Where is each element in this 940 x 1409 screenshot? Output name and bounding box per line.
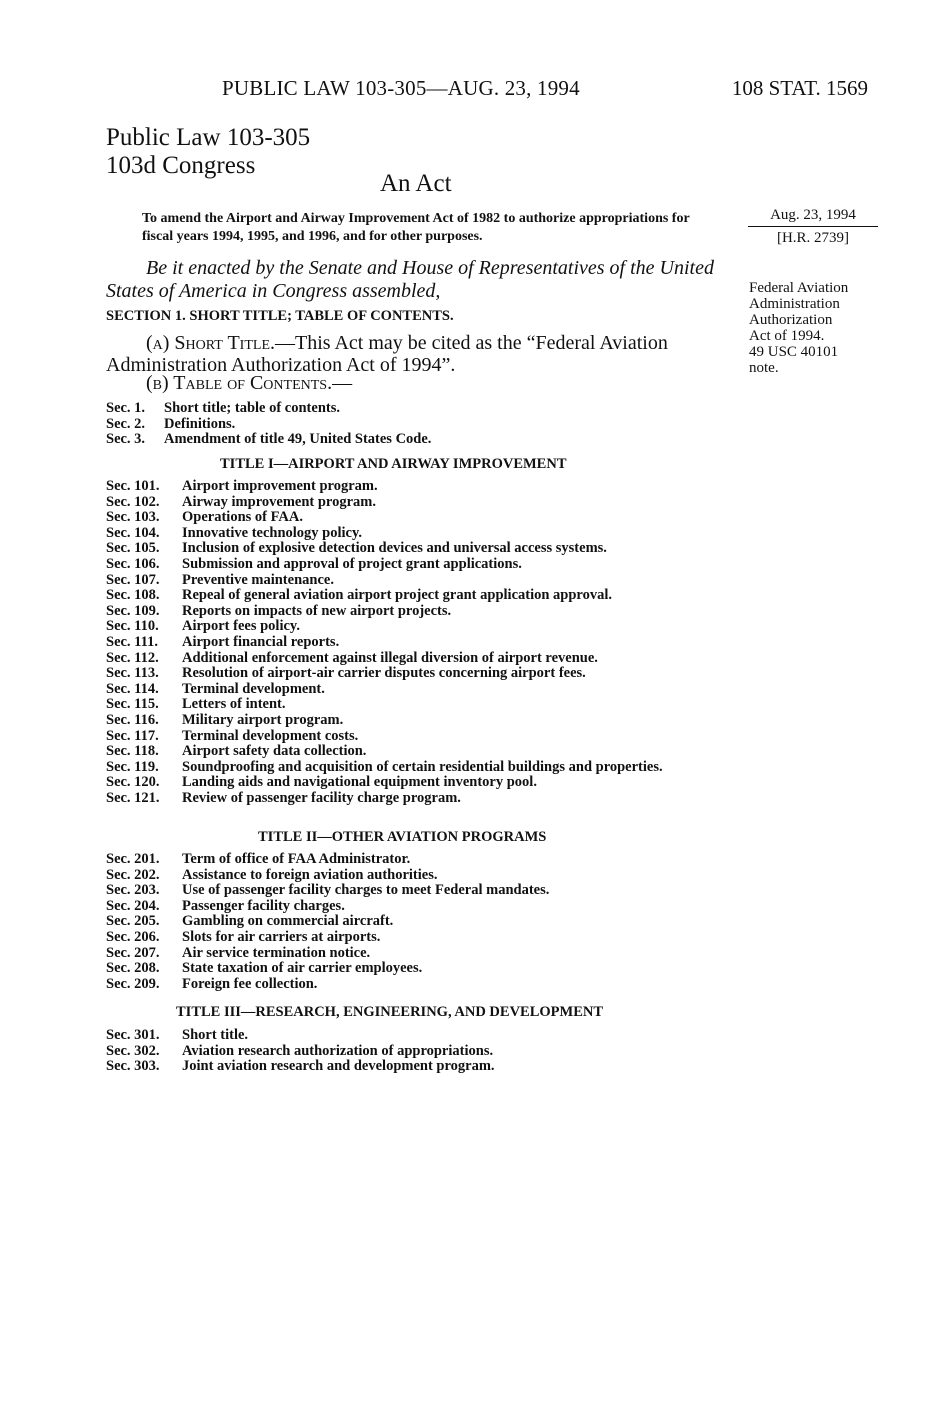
margin-date-block: [748, 207, 878, 247]
title-iii-heading: TITLE III—RESEARCH, ENGINEERING, AND DEVELOPMENT: [176, 1004, 604, 1020]
title-i-heading: TITLE I—AIRPORT AND AIRWAY IMPROVEMENT: [220, 456, 567, 472]
toc-entry: [106, 619, 727, 635]
toc-section-title: Short title; table of contents.: [164, 400, 340, 416]
toc-section-title: Amendment of title 49, United States Code.: [164, 431, 432, 448]
toc-section-number: Sec. 205.: [106, 913, 160, 930]
toc-entry: [106, 868, 727, 884]
toc-section-title: Terminal development.: [182, 680, 325, 697]
toc-entry: [106, 977, 727, 993]
toc-section-number: Sec. 208.: [106, 960, 160, 977]
toc-section-number: Sec. 202.: [106, 866, 160, 883]
enacting-clause: Be it enacted by the Senate and House of Representatives of the United States of America in Congress assembled,: [106, 257, 714, 302]
toc-entry: [106, 930, 727, 946]
toc-entry: [106, 883, 727, 899]
margin-note-line: Federal Aviation: [749, 280, 849, 296]
toc-section-title: Passenger facility charges.: [182, 897, 345, 914]
toc-section-number: Sec. 121.: [106, 789, 160, 806]
congress-number: 103d Congress: [106, 152, 256, 179]
toc-section-number: Sec. 101.: [106, 478, 160, 494]
toc-entry: [106, 651, 727, 667]
toc-section-title: Military airport program.: [182, 711, 344, 728]
toc-entry: [106, 541, 727, 557]
toc-section-number: Sec. 3.: [106, 431, 146, 448]
toc-section-title: Use of passenger facility charges to meet Federal mandates.: [182, 882, 550, 899]
toc-section-title: Reports on impacts of new airport projects.: [182, 602, 452, 619]
law-title: [106, 124, 310, 180]
toc-entry: [106, 760, 727, 776]
margin-note-line: Administration: [749, 296, 840, 312]
toc-entry: [106, 682, 727, 698]
toc-entry: [106, 526, 727, 542]
toc-section-number: Sec. 102.: [106, 493, 160, 510]
toc-section-title: Airport fees policy.: [182, 618, 300, 635]
toc-title-ii-list: [106, 852, 727, 992]
toc-section-number: Sec. 1.: [106, 400, 146, 416]
toc-section-number: Sec. 103.: [106, 509, 160, 526]
toc-section-title: Assistance to foreign aviation authorities.: [182, 866, 438, 883]
toc-section-title: Term of office of FAA Administrator.: [182, 851, 411, 867]
margin-note-line: note.: [749, 360, 779, 376]
toc-entry: [106, 791, 727, 807]
margin-note-line: Authorization: [749, 312, 833, 328]
purpose-statement: To amend the Airport and Airway Improvement Act of 1982 to authorize appropriations for fiscal years 1994, 1995, and 1996, and for other purposes.: [142, 211, 690, 244]
toc-section-number: Sec. 120.: [106, 774, 160, 791]
toc-general-list: [106, 401, 709, 448]
toc-section-number: Sec. 116.: [106, 711, 159, 728]
toc-section-number: Sec. 118.: [106, 743, 159, 760]
toc-section-title: Air service termination notice.: [182, 944, 371, 961]
toc-section-title: Short title.: [182, 1027, 249, 1043]
toc-entry: [106, 729, 727, 745]
an-act-heading: An Act: [380, 170, 452, 197]
margin-note-line: 49 USC 40101: [749, 344, 839, 360]
toc-section-title: Airway improvement program.: [182, 493, 376, 510]
short-title-paragraph: [106, 332, 730, 376]
toc-section-number: Sec. 201.: [106, 851, 160, 867]
toc-title-iii-list: [106, 1028, 727, 1075]
toc-section-title: Landing aids and navigational equipment inventory pool.: [182, 774, 537, 791]
toc-section-number: Sec. 117.: [106, 727, 159, 744]
toc-entry: [106, 961, 727, 977]
short-title-label: (a) Short Title.: [146, 332, 275, 354]
toc-section-number: Sec. 207.: [106, 944, 160, 961]
toc-section-title: Airport safety data collection.: [182, 743, 367, 760]
toc-section-title: Definitions.: [164, 415, 236, 432]
toc-entry: [106, 1059, 727, 1075]
toc-section-title: Repeal of general aviation airport project grant application approval.: [182, 587, 613, 604]
toc-section-number: Sec. 303.: [106, 1058, 160, 1075]
toc-entry: [106, 744, 727, 760]
section-1-heading: SECTION 1. SHORT TITLE; TABLE OF CONTENTS.: [106, 308, 454, 324]
toc-entry: [106, 775, 727, 791]
toc-section-title: Slots for air carriers at airports.: [182, 928, 381, 945]
toc-section-number: Sec. 301.: [106, 1027, 160, 1043]
toc-section-number: Sec. 107.: [106, 571, 160, 588]
title-ii-heading: TITLE II—OTHER AVIATION PROGRAMS: [258, 829, 547, 845]
toc-entry: [106, 495, 727, 511]
toc-section-number: Sec. 113.: [106, 665, 159, 682]
toc-section-number: Sec. 115.: [106, 696, 159, 713]
toc-entry: [106, 510, 727, 526]
toc-entry: [106, 401, 709, 417]
toc-section-title: Joint aviation research and development program.: [182, 1058, 495, 1075]
toc-section-number: Sec. 112.: [106, 649, 159, 666]
toc-section-title: Terminal development costs.: [182, 727, 359, 744]
toc-section-number: Sec. 302.: [106, 1042, 160, 1059]
page-citation: 108 STAT. 1569: [731, 76, 868, 100]
toc-entry: [106, 573, 727, 589]
toc-section-number: Sec. 206.: [106, 928, 160, 945]
margin-note: [749, 280, 889, 376]
margin-note-line: Act of 1994.: [749, 328, 825, 344]
toc-section-title: Airport improvement program.: [182, 478, 378, 494]
toc-entry: [106, 852, 727, 868]
toc-section-number: Sec. 105.: [106, 540, 160, 557]
enactment-date: Aug. 23, 1994: [748, 207, 878, 227]
toc-section-number: Sec. 204.: [106, 897, 160, 914]
running-head-left: PUBLIC LAW 103-305—AUG. 23, 1994: [222, 76, 580, 100]
toc-section-number: Sec. 110.: [106, 618, 159, 635]
toc-section-title: Operations of FAA.: [182, 509, 303, 526]
toc-entry: [106, 899, 727, 915]
law-number: Public Law 103-305: [106, 124, 311, 151]
toc-section-number: Sec. 209.: [106, 975, 160, 992]
toc-entry: [106, 1028, 727, 1044]
toc-entry: [106, 417, 709, 433]
toc-section-title: Foreign fee collection.: [182, 975, 318, 992]
toc-section-title: Preventive maintenance.: [182, 571, 334, 588]
toc-section-title: Gambling on commercial aircraft.: [182, 913, 394, 930]
toc-entry: [106, 697, 727, 713]
toc-section-number: Sec. 2.: [106, 415, 146, 432]
toc-section-title: Inclusion of explosive detection devices and universal access systems.: [182, 540, 607, 557]
toc-section-number: Sec. 109.: [106, 602, 160, 619]
toc-section-title: Aviation research authorization of appropriations.: [182, 1042, 494, 1059]
toc-entry: [106, 713, 727, 729]
toc-section-number: Sec. 106.: [106, 555, 160, 572]
toc-section-number: Sec. 111.: [106, 633, 158, 650]
toc-heading: (b) Table of Contents.—: [146, 372, 353, 394]
toc-entry: [106, 604, 727, 620]
toc-section-title: Airport financial reports.: [182, 633, 340, 650]
toc-entry: [106, 946, 727, 962]
toc-section-number: Sec. 108.: [106, 587, 160, 604]
toc-section-title: Review of passenger facility charge program.: [182, 789, 461, 806]
toc-title-i-list: [106, 479, 727, 806]
toc-section-title: Soundproofing and acquisition of certain residential buildings and properties.: [182, 758, 663, 775]
short-title-text: —This Act may be cited as the “Federal Aviation Administration Authorization Act of 1994”.: [106, 332, 668, 376]
toc-section-title: Innovative technology policy.: [182, 524, 363, 541]
toc-entry: [106, 666, 727, 682]
toc-section-number: Sec. 104.: [106, 524, 160, 541]
toc-entry: [106, 432, 709, 448]
toc-section-number: Sec. 119.: [106, 758, 159, 775]
toc-section-title: State taxation of air carrier employees.: [182, 960, 423, 977]
toc-entry: [106, 588, 727, 604]
toc-entry: [106, 557, 727, 573]
toc-section-title: Submission and approval of project grant applications.: [182, 555, 522, 572]
bill-number: [H.R. 2739]: [776, 230, 850, 246]
toc-section-title: Resolution of airport-air carrier disputes concerning airport fees.: [182, 665, 586, 682]
toc-section-number: Sec. 203.: [106, 882, 160, 899]
toc-entry: [106, 914, 727, 930]
toc-entry: [106, 479, 727, 495]
toc-section-title: Letters of intent.: [182, 696, 286, 713]
toc-section-number: Sec. 114.: [106, 680, 159, 697]
toc-entry: [106, 635, 727, 651]
toc-section-title: Additional enforcement against illegal diversion of airport revenue.: [182, 649, 598, 666]
toc-entry: [106, 1044, 727, 1060]
